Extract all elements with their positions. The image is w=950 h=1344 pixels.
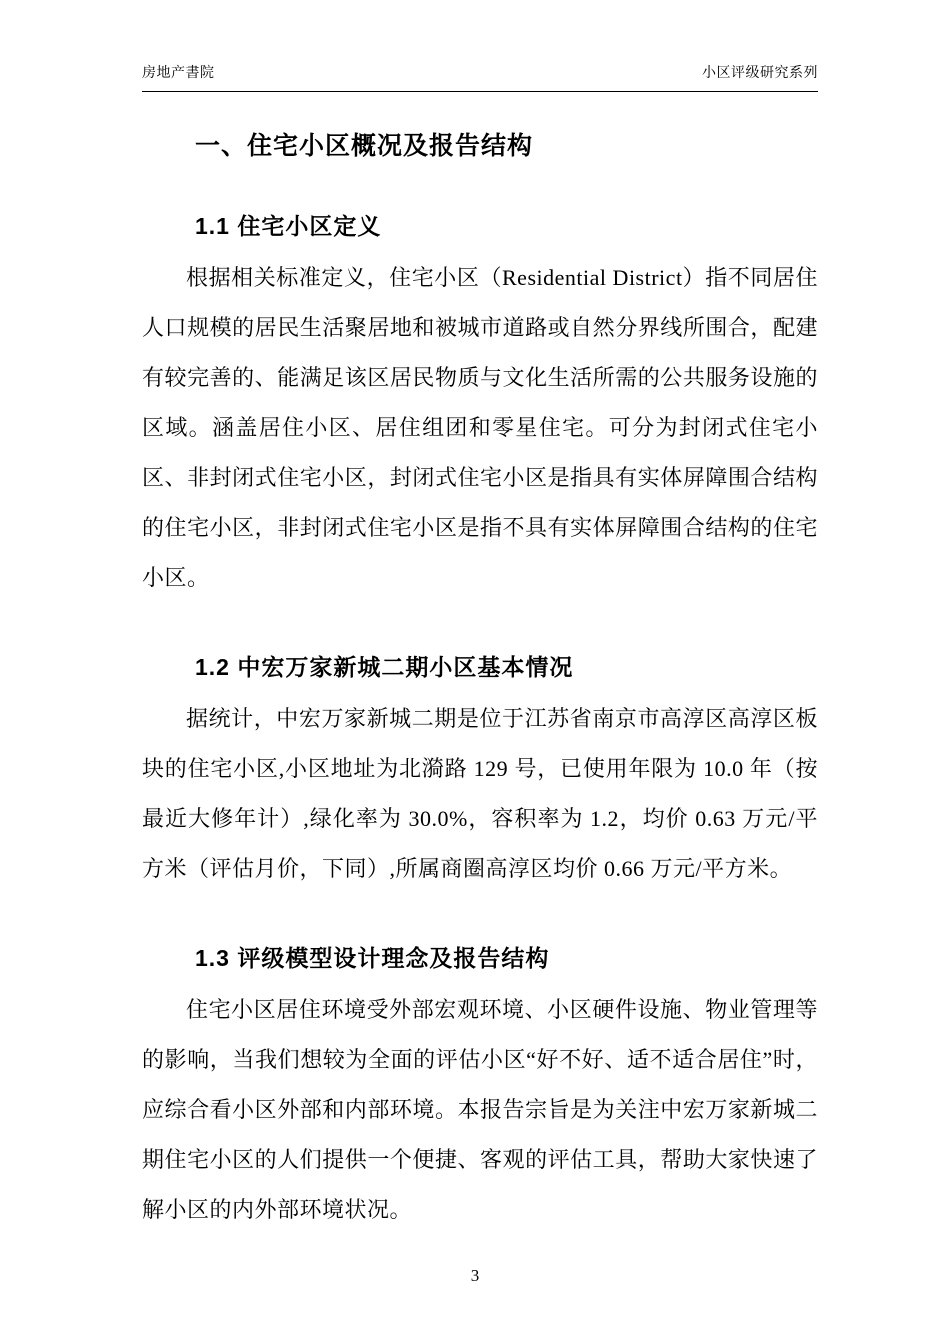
section-1-1-title: 1.1 住宅小区定义 [195,213,382,239]
header-left-text: 房地产書院 [142,64,215,80]
page-header [142,62,818,92]
section-1-1-paragraph: 根据相关标准定义，住宅小区（Residential District）指不同居住人口规模的居民生活聚居地和被城市道路或自然分界线所围合，配建有较完善的、能满足该区居民物质与文化生活所需的公共服务设施的区域。涵盖居住小区、居住组团和零星住宅。可分为封闭式住宅小区、非封闭式住宅小区，封闭式住宅小区是指具有实体屏障围合结构的住宅小区，非封闭式住宅小区是指不具有实体屏障围合结构的住宅小区。 [142,265,818,590]
section-1-3-title: 1.3 评级模型设计理念及报告结构 [195,945,550,971]
section-1-2-title: 1.2 中宏万家新城二期小区基本情况 [195,654,574,680]
section-1-3-paragraph: 住宅小区居住环境受外部宏观环境、小区硬件设施、物业管理等的影响，当我们想较为全面的评估小区“好不好、适不适合居住”时，应综合看小区外部和内部环境。本报告宗旨是为关注中宏万家新城二期住宅小区的人们提供一个便捷、客观的评估工具，帮助大家快速了解小区的内外部环境状况。 [142,997,818,1222]
document-body [142,112,818,1235]
main-title: 一、住宅小区概况及报告结构 [195,132,534,160]
section-1-2-paragraph: 据统计，中宏万家新城二期是位于江苏省南京市高淳区高淳区板块的住宅小区,小区地址为北漪路 129 号，已使用年限为 10.0 年（按最近大修年计）,绿化率为 30.0%，容积率为 1.2，均价 0.63 万元/平方米（评估月价，下同）,所属商圈高淳区均价 0.66 万元/平方米。 [142,706,818,881]
page-footer [0,1266,950,1286]
header-right-text: 小区评级研究系列 [702,64,818,80]
page-number: 3 [470,1266,480,1285]
